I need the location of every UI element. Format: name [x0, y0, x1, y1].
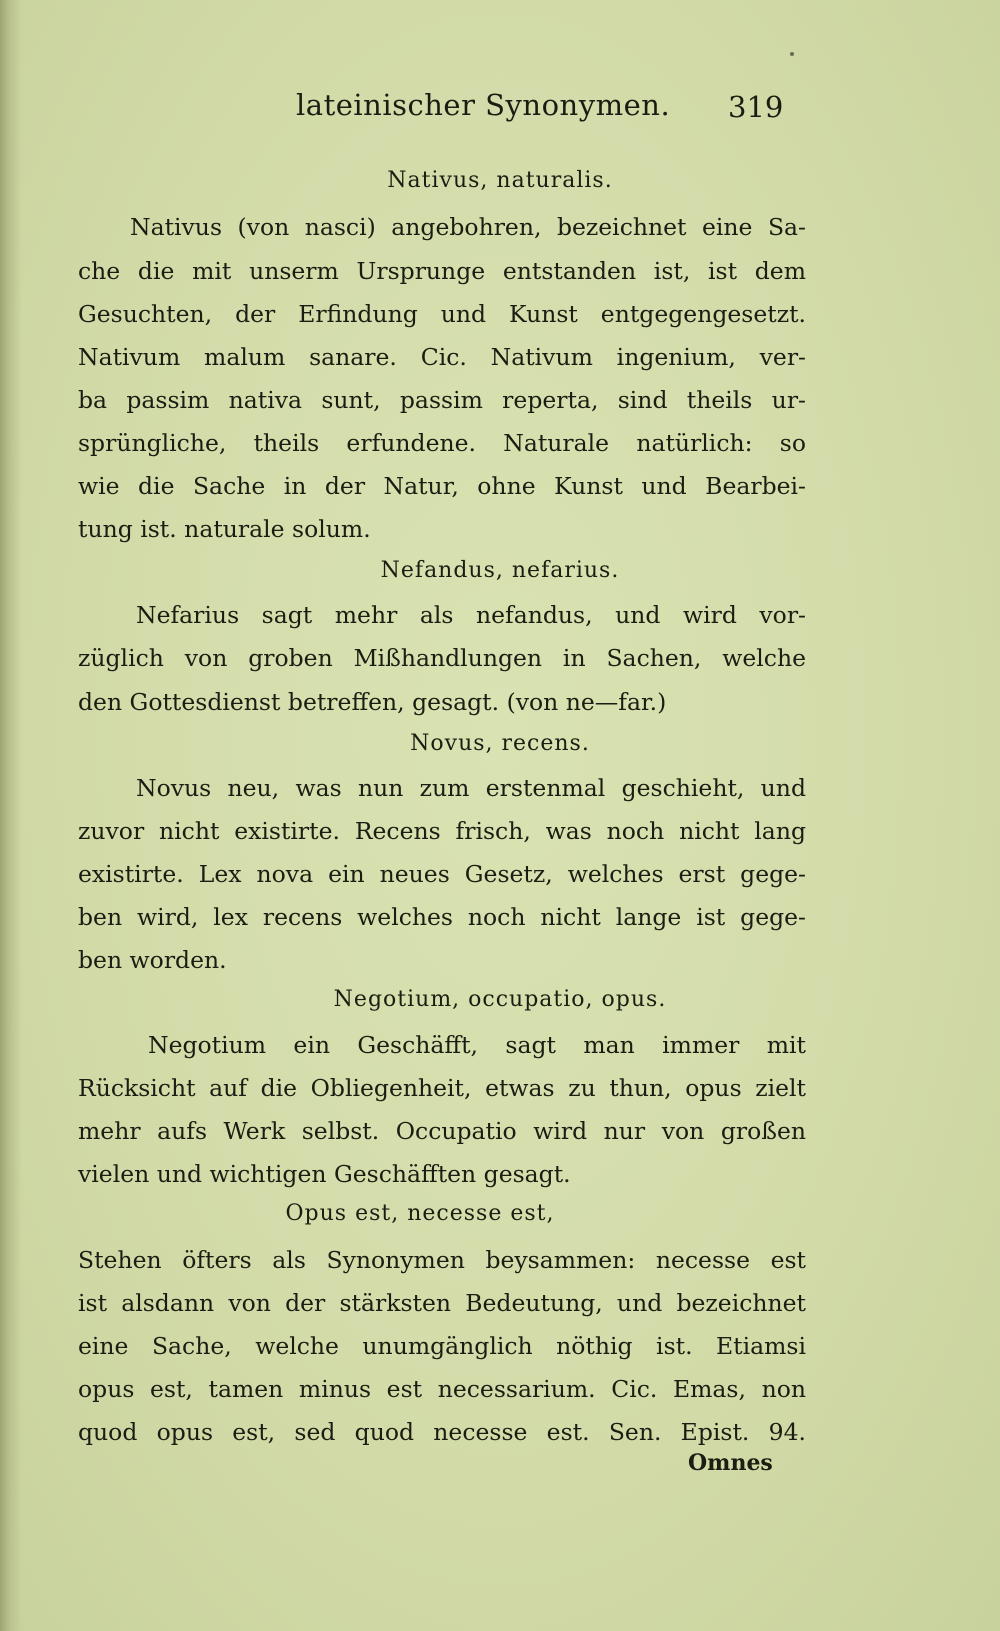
text-line: ben wird, lex recens welches noch nicht lange ist gege-	[78, 903, 806, 931]
text-line: ist alsdann von der stärksten Bedeutung, und bezeichnet	[78, 1289, 806, 1317]
text-line: zuvor nicht existirte. Recens frisch, was noch nicht lang	[78, 817, 806, 845]
text-line: tung ist. naturale solum.	[78, 515, 371, 543]
text-line: Nativum malum sanare. Cic. Nativum ingenium, ver-	[78, 343, 806, 371]
text-line: eine Sache, welche unumgänglich nöthig ist. Etiamsi	[78, 1332, 806, 1360]
text-line: wie die Sache in der Natur, ohne Kunst und Bearbei-	[78, 472, 806, 500]
entry-heading: Nativus, naturalis.	[387, 168, 613, 193]
running-title: lateinischer Synonymen.	[296, 88, 671, 122]
text-line: Nefarius sagt mehr als nefandus, und wird vor-	[136, 601, 806, 629]
page-number: 319	[728, 90, 784, 124]
text-line: vielen und wichtigen Geschäfften gesagt.	[78, 1160, 571, 1188]
text-line: opus est, tamen minus est necessarium. Cic. Emas, non	[78, 1375, 806, 1403]
text-line: Novus neu, was nun zum erstenmal geschieht, und	[136, 774, 806, 802]
text-line: Gesuchten, der Erfindung und Kunst entgegengesetzt.	[78, 300, 806, 328]
catchword: Omnes	[688, 1450, 773, 1476]
text-line: züglich von groben Mißhandlungen in Sachen, welche	[78, 644, 806, 672]
entry-heading: Opus est, necesse est,	[285, 1201, 555, 1226]
text-line: Nativus (von nasci) angebohren, bezeichnet eine Sa-	[130, 213, 806, 241]
text-line: mehr aufs Werk selbst. Occupatio wird nur von großen	[78, 1117, 806, 1145]
text-line: Stehen öfters als Synonymen beysammen: necesse est	[78, 1246, 806, 1274]
entry-heading: Nefandus, nefarius.	[380, 558, 620, 583]
text-line: existirte. Lex nova ein neues Gesetz, welches erst gege-	[78, 860, 806, 888]
text-line: ben worden.	[78, 946, 227, 974]
text-line: Negotium ein Geschäfft, sagt man immer mit	[148, 1031, 806, 1059]
entry-heading: Novus, recens.	[410, 731, 590, 756]
text-line: ba passim nativa sunt, passim reperta, sind theils ur-	[78, 386, 806, 414]
text-line: quod opus est, sed quod necesse est. Sen. Epist. 94.	[78, 1418, 806, 1446]
text-line: sprüngliche, theils erfundene. Naturale natürlich: so	[78, 429, 806, 457]
text-line: che die mit unserm Ursprunge entstanden ist, ist dem	[78, 257, 806, 285]
entry-heading: Negotium, occupatio, opus.	[333, 987, 667, 1012]
text-line: Rücksicht auf die Obliegenheit, etwas zu thun, opus zielt	[78, 1074, 806, 1102]
page-gutter-shadow	[0, 0, 22, 1631]
ink-speck	[790, 52, 794, 56]
text-line: den Gottesdienst betreffen, gesagt. (von ne—far.)	[78, 688, 667, 716]
